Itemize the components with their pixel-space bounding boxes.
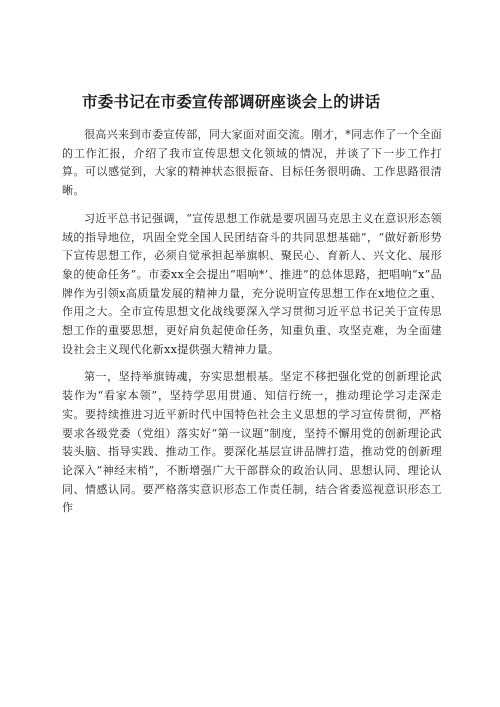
paragraph-opening: 很高兴来到市委宣传部，同大家面对面交流。刚才，*同志作了一个全面的工作汇报，介绍了我市宣传思想文化领域的情况，并谈了下一步工作打算。可以感觉到，大家的精神状态很振奋、目标任务很明确、工作思路很清晰。 (62, 128, 442, 198)
document-body (62, 126, 442, 518)
paragraph-directive: 习近平总书记强调，“宣传思想工作就是要巩固马克思主义在意识形态领域的指导地位，巩固全党全国人民团结奋斗的共同思想基础”，“做好新形势下宣传思想工作，必须自觉承担起举旗帜、聚民心、育新人、兴文化、展形象的使命任务”。市委xx全会提出“唱响*’、推进”的总体思路，把唱响“x”品牌作为引领x高质量发展的精神力量，充分说明宣传思想工作在x地位之重、作用之大。全市宣传思想文化战线要深入学习贯彻习近平总书记关于宣传思想工作的重要思想，更好肩负起使命任务，知重负重、攻坚克难，为全面建设社会主义现代化新xx提供强大精神力量。 (62, 211, 442, 356)
document-title: 市委书记在市委宣传部调研座谈会上的讲话 (82, 93, 381, 111)
paragraph-first-point: 第一，坚持举旗铸魂，夯实思想根基。坚定不移把强化党的创新理论武装作为“看家本领”，坚持学思用贯通、知信行统一，推动理论学习走深走实。要持续推进习近平新时代中国特色社会主义思想的学习宣传贯彻，严格要求各级党委（党组）落实好“第一议题”制度，坚持不懈用党的创新理论武装头脑、指导实践、推动工作。要深化基层宣讲品牌打造，推动党的创新理论深入“神经末梢”，不断增强广大干部群众的政治认同、思想认同、理论认同、情感认同。要严格落实意识形态工作责任制，结合省委巡视意识形态工作 (62, 370, 442, 515)
